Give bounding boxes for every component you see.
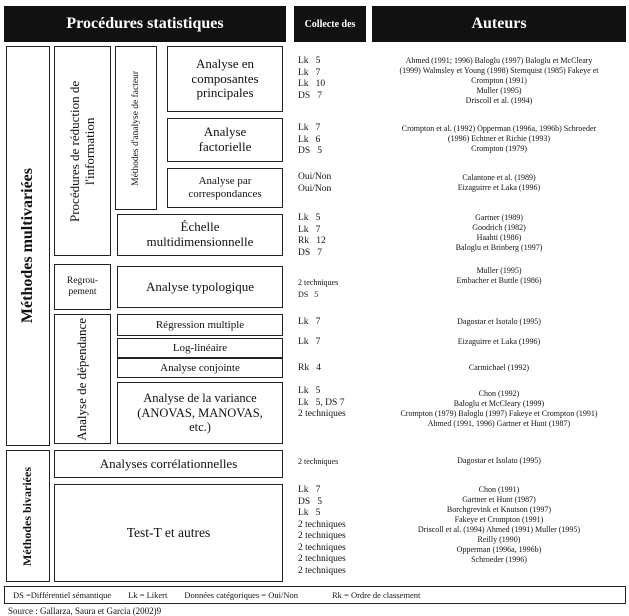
procedure-correlation: Analyses corrélationnelles (54, 450, 283, 478)
collecte-correspondances: Oui/Non Oui/Non (298, 172, 332, 194)
auteurs-acp: Ahmed (1991; 1996) Baloglu (1997) Baloglu et McCleary (1999) Walmsley et Young (1998) Stemquist (1985) Fakeye et Crompton (1991) Muller (1995) Driscoll et al. (1994) (399, 56, 599, 105)
procedure-test-t: Test-T et autres (54, 484, 283, 582)
group-analyse-facteur-label: Méthodes d'analyse de facteur (130, 70, 141, 186)
group-analyse-facteur (115, 46, 157, 210)
source-note: Source : Gallarza, Saura et Garcia (2002)9 (8, 606, 162, 616)
collecte-correlation: 2 techniques (298, 457, 339, 466)
auteurs-log-lineaire: Eizaguirre et Laka (1996) (457, 337, 541, 346)
header-collecte: Collecte des (294, 6, 366, 42)
header-procedures: Procédures statistiques (4, 6, 286, 42)
auteurs-analyse-factorielle: Crompton et al. (1992) Opperman (1996a, 1996b) Schroeder (1996) Echtner et Richie (1993) Crompton (1979) (401, 124, 597, 153)
auteurs-regression: Dagostar et Isotalo (1995) (457, 317, 541, 326)
legend-box (4, 586, 626, 604)
group-multivariees-label: Méthodes multivariées (18, 168, 36, 324)
procedure-variance: Analyse de la variance (ANOVAS, MANOVAS, etc.) (117, 382, 283, 444)
procedure-analyse-factorielle: Analyse factorielle (167, 118, 283, 162)
procedure-regression: Régression multiple (117, 314, 283, 336)
group-dependance (54, 314, 111, 444)
group-bivariees-label: Méthodes bivariées (20, 466, 35, 566)
auteurs-conjointe: Carmichael (1992) (468, 363, 530, 372)
auteurs-variance: Chon (1992) Baloglu et McCleary (1999) Crompton (1979) Baloglu (1997) Fakeye et Crompton (1991) Ahmed (1991, 1996) Gartner et Hunt (1987) (400, 389, 598, 428)
group-reduction-label: Procédures de réduction de l'information (66, 80, 97, 222)
procedure-conjointe: Analyse conjointe (117, 358, 283, 378)
collecte-echelle: Lk 5 Lk 7 Rk 12 DS 7 (298, 213, 326, 258)
auteurs-typologique: Muller (1995) Embacher et Buttle (1986) (456, 266, 542, 285)
collecte-variance: Lk 5 Lk 5, DS 7 2 techniques (298, 386, 346, 419)
auteurs-correlation: Dagostar et Isolato (1995) (457, 456, 541, 465)
auteurs-echelle: Gartner (1989) Goodrich (1982) Haahti (1986) Baloglu et Brinberg (1997) (455, 213, 543, 252)
collecte-log-lineaire: Lk 7 (298, 337, 321, 347)
collecte-typologique: 2 techniques DS 5 (298, 278, 339, 299)
group-regroupement: Regrou- pement (54, 264, 111, 310)
group-bivariees (6, 450, 50, 582)
collecte-analyse-factorielle: Lk 7 Lk 6 DS 5 (298, 123, 323, 156)
procedure-acp: Analyse en composantes principales (167, 46, 283, 112)
group-dependance-label: Analyse de dépendance (74, 317, 90, 441)
collecte-conjointe: Rk 4 (298, 363, 321, 373)
procedure-typologique: Analyse typologique (117, 266, 283, 308)
group-reduction (54, 46, 111, 256)
auteurs-correspondances: Calantone et al. (1989) Eizaguirre et Laka (1996) (457, 173, 541, 192)
group-multivariees (6, 46, 50, 446)
procedure-log-lineaire: Log-linéaire (117, 338, 283, 358)
procedure-echelle: Échelle multidimensionnelle (117, 214, 283, 256)
collecte-acp: Lk 5 Lk 7 Lk 10 DS 7 (298, 56, 326, 101)
header-auteurs: Auteurs (372, 6, 626, 42)
legend-text: DS =Différentiel sémantique Lk = Likert Données catégoriques = Oui/Non Rk = Ordre de classement (13, 590, 421, 600)
auteurs-test-t: Chon (1991) Gartner et Hunt (1987) Borchgrevink et Knutson (1997) Fakeye et Crompton (1991) Driscoll et al. (1994) Ahmed (1991) Muller (1995) Reilly (1990) Opperman (1996a, 1996b) Schroeder (1996) (417, 485, 581, 564)
procedure-correspondances: Analyse par correspondances (167, 168, 283, 208)
collecte-regression: Lk 7 (298, 317, 321, 327)
collecte-test-t: Lk 7 DS 5 Lk 5 2 techniques 2 techniques 2 techniques 2 techniques 2 techniques (298, 485, 346, 576)
